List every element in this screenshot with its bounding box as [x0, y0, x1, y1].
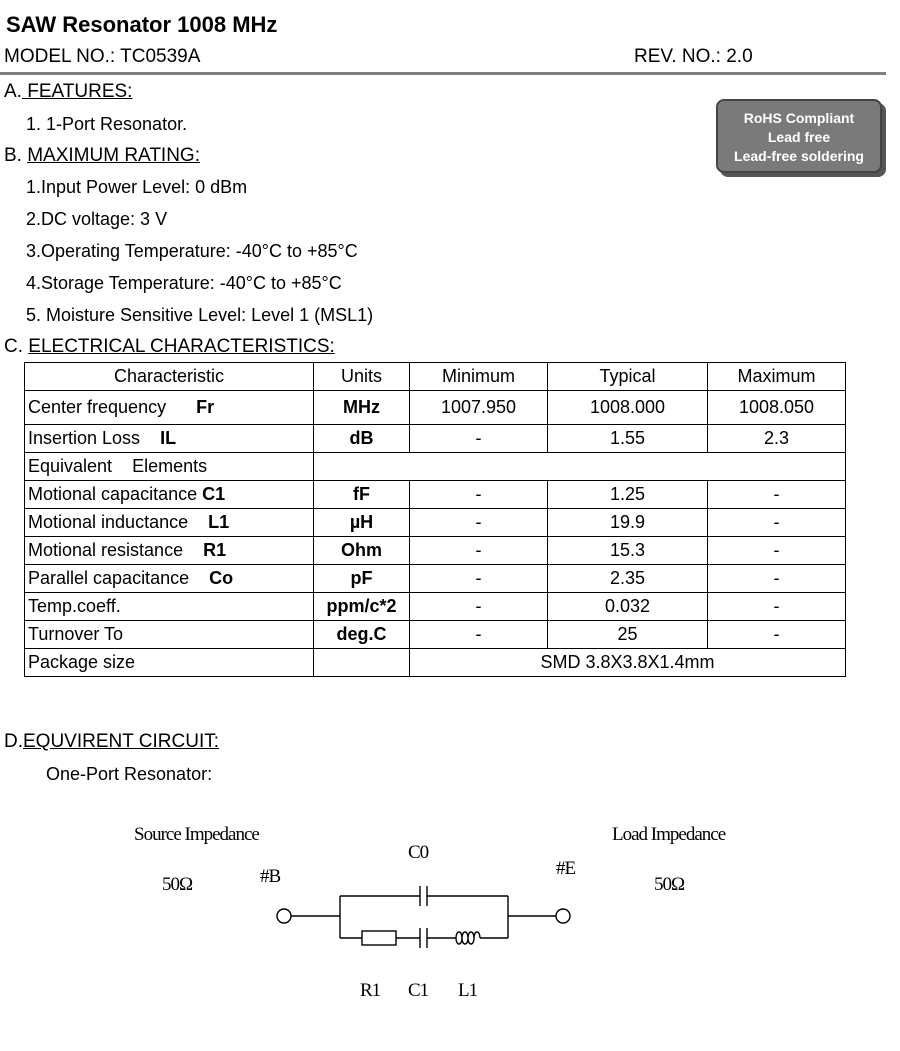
- column-header: Maximum: [708, 363, 846, 391]
- max-cell: 1008.050: [708, 391, 846, 425]
- rohs-badge: [716, 99, 882, 173]
- min-cell: -: [410, 593, 548, 621]
- characteristic-name: Motional capacitance: [28, 484, 198, 504]
- unit-cell: Ohm: [314, 537, 410, 565]
- characteristic-name: Package size: [25, 649, 314, 677]
- rating-item: 2.DC voltage: 3 V: [26, 209, 168, 229]
- max-cell: 2.3: [708, 425, 846, 453]
- max-cell: -: [708, 509, 846, 537]
- table-row: [25, 593, 846, 621]
- typ-cell: 15.3: [548, 537, 708, 565]
- characteristic-cell: [25, 509, 314, 537]
- characteristic-symbol: L1: [208, 512, 230, 532]
- section-circuit-prefix: D.: [4, 731, 23, 752]
- electrical-characteristics-table: [24, 362, 846, 677]
- table-row: [25, 391, 846, 425]
- model-number: MODEL NO.: TC0539A: [4, 46, 201, 67]
- section-features-heading: [4, 81, 132, 103]
- characteristic-cell: [25, 391, 314, 425]
- source-impedance-label: Source Impedance: [134, 824, 259, 845]
- unit-cell: pF: [314, 565, 410, 593]
- min-cell: -: [410, 481, 548, 509]
- rohs-line-2: Lead free: [767, 129, 831, 145]
- typ-cell: 1.25: [548, 481, 708, 509]
- terminal-e-icon: [556, 909, 570, 923]
- unit-cell: dB: [314, 425, 410, 453]
- table-row: [25, 425, 846, 453]
- rohs-line-3: Lead-free soldering: [734, 148, 864, 164]
- section-electrical-prefix: C.: [4, 336, 23, 357]
- characteristic-name: Center frequency: [28, 397, 167, 417]
- c1-label: C1: [408, 980, 429, 1001]
- equivalent-circuit-diagram: [270, 880, 580, 960]
- characteristic-name: Motional resistance: [28, 540, 184, 560]
- section-features-prefix: A.: [4, 81, 22, 102]
- section-circuit-title: EQUVIRENT CIRCUIT:: [23, 731, 220, 752]
- r1-label: R1: [360, 980, 381, 1001]
- min-cell: -: [410, 565, 548, 593]
- l1-label: L1: [458, 980, 478, 1001]
- typ-cell: 2.35: [548, 565, 708, 593]
- table-row: [25, 621, 846, 649]
- table-header-row: [25, 363, 846, 391]
- max-cell: -: [708, 481, 846, 509]
- terminal-b-icon: [277, 909, 291, 923]
- section-max-rating-prefix: B.: [4, 145, 22, 166]
- section-circuit-heading: [4, 731, 219, 753]
- circuit-subtitle: One-Port Resonator:: [46, 764, 213, 784]
- rohs-line-1: RoHS Compliant: [743, 110, 855, 126]
- characteristic-cell: [25, 425, 314, 453]
- min-cell: -: [410, 425, 548, 453]
- characteristic-symbol: C1: [202, 484, 226, 504]
- inductor-l1-icon: [456, 932, 480, 944]
- table-row: [25, 565, 846, 593]
- characteristic-name: Turnover To: [25, 621, 314, 649]
- unit-cell: ppm/c*2: [314, 593, 410, 621]
- unit-cell: deg.C: [314, 621, 410, 649]
- typ-cell: 19.9: [548, 509, 708, 537]
- rating-item: 3.Operating Temperature: -40°C to +85°C: [26, 241, 358, 261]
- rating-item: 5. Moisture Sensitive Level: Level 1 (MSL1): [26, 305, 374, 325]
- characteristic-symbol: IL: [160, 428, 177, 448]
- revision-number: REV. NO.: 2.0: [634, 46, 753, 67]
- feature-item: 1. 1-Port Resonator.: [26, 114, 188, 134]
- typ-cell: 0.032: [548, 593, 708, 621]
- characteristic-name: Temp.coeff.: [25, 593, 314, 621]
- typ-cell: 1.55: [548, 425, 708, 453]
- table-row: [25, 481, 846, 509]
- rating-item: 4.Storage Temperature: -40°C to +85°C: [26, 273, 342, 293]
- table-row: [25, 537, 846, 565]
- typ-cell: 1008.000: [548, 391, 708, 425]
- characteristic-symbol: R1: [203, 540, 227, 560]
- characteristic-name: Parallel capacitance: [28, 568, 190, 588]
- load-impedance-label: Load Impedance: [612, 824, 726, 845]
- min-cell: -: [410, 509, 548, 537]
- typ-cell: 25: [548, 621, 708, 649]
- section-electrical-heading: [4, 336, 335, 358]
- section-electrical-title: ELECTRICAL CHARACTERISTICS:: [28, 336, 335, 357]
- characteristic-name: Motional inductance: [28, 512, 189, 532]
- min-cell: 1007.950: [410, 391, 548, 425]
- section-max-rating-heading: [4, 145, 200, 167]
- source-impedance-value: 50Ω: [162, 874, 193, 895]
- characteristic-name: Insertion Loss: [28, 428, 141, 448]
- characteristic-cell: [25, 537, 314, 565]
- characteristic-symbol: Co: [209, 568, 234, 588]
- max-cell: -: [708, 537, 846, 565]
- max-cell: -: [708, 565, 846, 593]
- column-header: Characteristic: [25, 363, 314, 391]
- unit-cell: fF: [314, 481, 410, 509]
- c0-label: C0: [408, 842, 429, 863]
- page-title: SAW Resonator 1008 MHz: [6, 12, 278, 37]
- header-rule: [0, 72, 886, 75]
- characteristic-cell: [25, 481, 314, 509]
- max-cell: -: [708, 621, 846, 649]
- unit-cell: µH: [314, 509, 410, 537]
- node-e-label: #E: [556, 858, 576, 879]
- table-row: [25, 649, 846, 677]
- node-b-label: #B: [260, 866, 281, 887]
- resistor-r1-icon: [362, 931, 396, 945]
- empty-cell: [314, 649, 410, 677]
- section-features-title: FEATURES:: [21, 81, 133, 102]
- column-header: Units: [314, 363, 410, 391]
- min-cell: -: [410, 537, 548, 565]
- load-impedance-value: 50Ω: [654, 874, 685, 895]
- package-size-value: SMD 3.8X3.8X1.4mm: [410, 649, 846, 677]
- table-row: [25, 509, 846, 537]
- max-cell: -: [708, 593, 846, 621]
- section-max-rating-title: MAXIMUM RATING:: [27, 145, 200, 166]
- characteristic-symbol: Fr: [196, 397, 215, 417]
- characteristic-name: Equivalent Elements: [25, 453, 314, 481]
- column-header: Typical: [548, 363, 708, 391]
- empty-cell: [314, 453, 846, 481]
- table-row: [25, 453, 846, 481]
- unit-cell: MHz: [314, 391, 410, 425]
- min-cell: -: [410, 621, 548, 649]
- characteristic-cell: [25, 565, 314, 593]
- rating-item: 1.Input Power Level: 0 dBm: [26, 177, 248, 197]
- column-header: Minimum: [410, 363, 548, 391]
